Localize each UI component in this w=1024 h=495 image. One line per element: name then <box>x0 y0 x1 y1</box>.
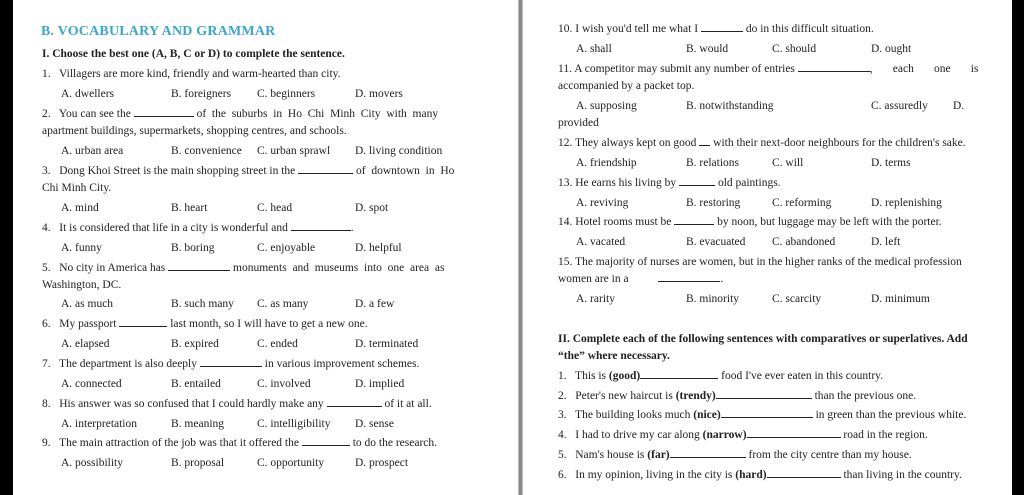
part2-item-1 <box>558 369 883 383</box>
item-number: 1. <box>558 370 567 382</box>
option-d[interactable]: D. terminated <box>355 338 419 350</box>
question-text: They always kept on good <box>575 137 697 149</box>
option-b[interactable]: B. meaning <box>171 418 225 430</box>
question-text: Dong Khoi Street is the main shopping street in the <box>59 165 296 177</box>
item-number: 5. <box>558 449 567 461</box>
question-text-after: to do the research. <box>352 437 438 449</box>
answer-blank[interactable] <box>701 22 743 32</box>
option-a[interactable]: A. connected <box>61 378 122 390</box>
option-b[interactable]: B. such many <box>171 298 234 310</box>
option-c[interactable]: C. assuredly <box>871 100 928 112</box>
question-number: 4. <box>42 222 51 234</box>
option-d[interactable]: D. a few <box>355 298 395 310</box>
item-text: In my opinion, living in the city is <box>575 469 736 481</box>
question-5 <box>42 261 444 275</box>
question-10 <box>558 22 874 36</box>
part2-item-5 <box>558 448 912 462</box>
item-text-after: than the previous one. <box>814 390 917 402</box>
question-3-continuation: Chi Minh City. <box>42 182 112 194</box>
question-number: 3. <box>42 165 51 177</box>
question-number: 6. <box>42 318 51 330</box>
question-text-cont: women are in a <box>558 273 629 285</box>
option-c[interactable]: C. opportunity <box>257 457 325 469</box>
question-7 <box>42 357 419 371</box>
item-number: 3. <box>558 409 567 421</box>
option-d[interactable]: D. minimum <box>871 293 930 305</box>
worksheet-page-right <box>523 0 1012 495</box>
item-hint: (hard) <box>735 469 767 481</box>
option-a[interactable]: A. reviving <box>576 197 629 209</box>
answer-blank[interactable] <box>298 164 353 174</box>
question-9 <box>42 436 437 450</box>
option-c[interactable]: C. head <box>257 202 293 214</box>
question-number: 12. <box>558 137 573 149</box>
option-a[interactable]: A. funny <box>61 242 102 254</box>
option-c[interactable]: C. ended <box>257 338 298 350</box>
answer-blank[interactable] <box>721 408 813 418</box>
question-text-after: last month, so I will have to get a new one. <box>170 318 368 330</box>
option-b[interactable]: B. heart <box>171 202 208 214</box>
option-d-continuation[interactable]: provided <box>558 117 599 129</box>
question-text-after: in various improvement schemes. <box>264 358 420 370</box>
option-a[interactable]: A. dwellers <box>61 88 115 100</box>
answer-blank[interactable] <box>134 107 194 117</box>
answer-blank[interactable] <box>291 221 351 231</box>
item-hint: (trendy) <box>675 390 716 402</box>
item-hint: (narrow) <box>702 429 747 441</box>
item-text: Peter's new haircut is <box>575 390 676 402</box>
option-b[interactable]: B. evacuated <box>686 236 746 248</box>
question-11 <box>558 62 978 76</box>
option-b[interactable]: B. boring <box>171 242 215 254</box>
option-a[interactable]: A. vacated <box>576 236 626 248</box>
question-2-continuation: apartment buildings, supermarkets, shopping centres, and schools. <box>42 125 347 137</box>
question-text: He earns his living by <box>575 177 677 189</box>
option-d[interactable]: D. <box>953 100 965 112</box>
option-d[interactable]: D. ought <box>871 43 912 55</box>
option-b[interactable]: B. relations <box>686 157 740 169</box>
answer-blank[interactable] <box>699 136 710 146</box>
option-c[interactable]: C. scarcity <box>772 293 822 305</box>
answer-blank[interactable] <box>674 215 714 225</box>
item-number: 4. <box>558 429 567 441</box>
question-text: His answer was so confused that I could hardly make any <box>59 398 324 410</box>
question-text: No city in America has <box>59 262 166 274</box>
answer-blank[interactable] <box>658 272 720 282</box>
option-b[interactable]: B. foreigners <box>171 88 232 100</box>
question-6 <box>42 317 368 331</box>
answer-blank[interactable] <box>200 357 262 367</box>
question-number: 11. <box>558 63 572 75</box>
answer-blank[interactable] <box>798 62 870 72</box>
option-c[interactable]: C. urban sprawl <box>257 145 331 157</box>
option-c[interactable]: C. intelligibility <box>257 418 331 430</box>
option-a[interactable]: A. interpretation <box>61 418 138 430</box>
question-text-after: monuments and museums into one area as <box>233 262 445 274</box>
option-c[interactable]: C. abandoned <box>772 236 836 248</box>
item-text-after: food I've ever eaten in this country. <box>721 370 884 382</box>
question-text-after: . <box>350 222 354 234</box>
question-number: 14. <box>558 216 573 228</box>
option-c[interactable]: C. should <box>772 43 817 55</box>
part2-item-4 <box>558 428 928 442</box>
question-1 <box>42 67 341 81</box>
question-number: 8. <box>42 398 51 410</box>
question-text-after: of it at all. <box>384 398 432 410</box>
option-b[interactable]: B. convenience <box>171 145 242 157</box>
answer-blank[interactable] <box>327 397 382 407</box>
question-text: It is considered that life in a city is wonderful and <box>59 222 288 234</box>
item-number: 2. <box>558 390 567 402</box>
question-number: 5. <box>42 262 51 274</box>
question-text: The main attraction of the job was that it offered the <box>59 437 299 449</box>
question-number: 15. <box>558 256 573 268</box>
question-text: My passport <box>59 318 117 330</box>
option-c[interactable]: C. beginners <box>257 88 316 100</box>
question-2 <box>42 107 494 121</box>
question-15 <box>558 255 962 269</box>
part2-item-6 <box>558 468 962 482</box>
question-text-after: , each one is <box>869 63 979 75</box>
question-text: A competitor may submit any number of entries <box>574 63 795 75</box>
question-text: I wish you'd tell me what I <box>575 23 699 35</box>
answer-blank[interactable] <box>767 468 841 478</box>
question-text: You can see the <box>58 108 131 120</box>
option-d[interactable]: D. left <box>871 236 901 248</box>
answer-blank[interactable] <box>747 428 841 438</box>
answer-blank[interactable] <box>640 369 718 379</box>
part1-heading: I. Choose the best one (A, B, C or D) to complete the sentence. <box>42 48 345 60</box>
option-a[interactable]: A. possibility <box>61 457 123 469</box>
worksheet-page-left <box>13 0 518 495</box>
question-text-after: . <box>720 273 724 285</box>
option-c[interactable]: C. will <box>772 157 804 169</box>
question-5-continuation: Washington, DC. <box>42 279 122 291</box>
option-a[interactable]: A. shall <box>576 43 612 55</box>
question-number: 2. <box>42 108 51 120</box>
option-b[interactable]: B. entailed <box>171 378 221 390</box>
question-text: Villagers are more kind, friendly and warm-hearted than city. <box>59 68 341 80</box>
answer-blank[interactable] <box>670 448 746 458</box>
item-hint: (nice) <box>693 409 721 421</box>
question-number: 9. <box>42 437 51 449</box>
item-text: Nam's house is <box>575 449 648 461</box>
answer-blank[interactable] <box>716 389 812 399</box>
section-title: B. VOCABULARY AND GRAMMAR <box>41 24 276 39</box>
question-13 <box>558 176 781 190</box>
answer-blank[interactable] <box>679 176 715 186</box>
question-text-after: with their next-door neighbours for the children's sake. <box>713 137 966 149</box>
question-text-after: old paintings. <box>717 177 781 189</box>
option-c[interactable]: C. involved <box>257 378 311 390</box>
option-a[interactable]: A. mind <box>61 202 99 214</box>
option-d[interactable]: D. helpful <box>355 242 402 254</box>
question-text: The department is also deeply <box>59 358 198 370</box>
option-d[interactable]: D. sense <box>355 418 394 430</box>
option-c[interactable]: C. enjoyable <box>257 242 316 254</box>
option-d[interactable]: D. spot <box>355 202 389 214</box>
part2-item-2 <box>558 389 916 403</box>
option-b[interactable]: B. minority <box>686 293 740 305</box>
question-12 <box>558 136 966 150</box>
item-text-after: from the city centre than my house. <box>748 449 912 461</box>
part2-heading-cont: “the” where necessary. <box>558 350 670 362</box>
item-hint: (good) <box>608 370 641 382</box>
question-8 <box>42 397 432 411</box>
option-b[interactable]: B. would <box>686 43 729 55</box>
option-a[interactable]: A. friendship <box>576 157 637 169</box>
option-d[interactable]: D. implied <box>355 378 405 390</box>
item-text-after: road in the region. <box>843 429 928 441</box>
question-text: Hotel rooms must be <box>575 216 672 228</box>
question-14 <box>558 215 942 229</box>
option-b[interactable]: B. notwithstanding <box>686 100 774 112</box>
option-d[interactable]: D. living condition <box>355 145 443 157</box>
option-b[interactable]: B. expired <box>171 338 219 350</box>
answer-blank[interactable] <box>168 261 230 271</box>
option-b[interactable]: B. proposal <box>171 457 225 469</box>
question-text-after: of the suburbs in Ho Chi Minh City with many <box>196 108 439 120</box>
answer-blank[interactable] <box>119 317 167 327</box>
part2-heading: II. Complete each of the following sentences with comparatives or superlatives. Add <box>558 333 968 345</box>
question-number: 7. <box>42 358 51 370</box>
part2-item-3 <box>558 408 966 422</box>
question-4 <box>42 221 354 235</box>
question-text-after: do in this difficult situation. <box>745 23 874 35</box>
item-text: I had to drive my car along <box>575 429 703 441</box>
option-a[interactable]: A. urban area <box>61 145 124 157</box>
option-c[interactable]: C. as many <box>257 298 309 310</box>
question-3 <box>42 164 454 178</box>
item-text: This is <box>575 370 609 382</box>
question-15-continuation <box>558 272 723 286</box>
question-text: The majority of nurses are women, but in the higher ranks of the medical profession <box>575 256 962 268</box>
option-a[interactable]: A. elapsed <box>61 338 110 350</box>
option-d[interactable]: D. prospect <box>355 457 409 469</box>
question-text-after: by noon, but luggage may be left with the porter. <box>717 216 942 228</box>
item-hint: (far) <box>647 449 670 461</box>
question-11-continuation: accompanied by a packet top. <box>558 80 695 92</box>
question-number: 1. <box>42 68 51 80</box>
option-a[interactable]: A. rarity <box>576 293 615 305</box>
option-d[interactable]: D. movers <box>355 88 403 100</box>
answer-blank[interactable] <box>302 436 350 446</box>
option-c[interactable]: C. reforming <box>772 197 832 209</box>
option-d[interactable]: D. terms <box>871 157 911 169</box>
question-text-after: of downtown in Ho <box>356 165 455 177</box>
question-number: 13. <box>558 177 573 189</box>
option-d[interactable]: D. replenishing <box>871 197 942 209</box>
item-text: The building looks much <box>575 409 694 421</box>
option-a[interactable]: A. as much <box>61 298 114 310</box>
item-number: 6. <box>558 469 567 481</box>
option-a[interactable]: A. supposing <box>576 100 637 112</box>
option-b[interactable]: B. restoring <box>686 197 741 209</box>
item-text-after: than living in the country. <box>843 469 962 481</box>
item-text-after: in green than the previous white. <box>815 409 967 421</box>
question-number: 10. <box>558 23 573 35</box>
